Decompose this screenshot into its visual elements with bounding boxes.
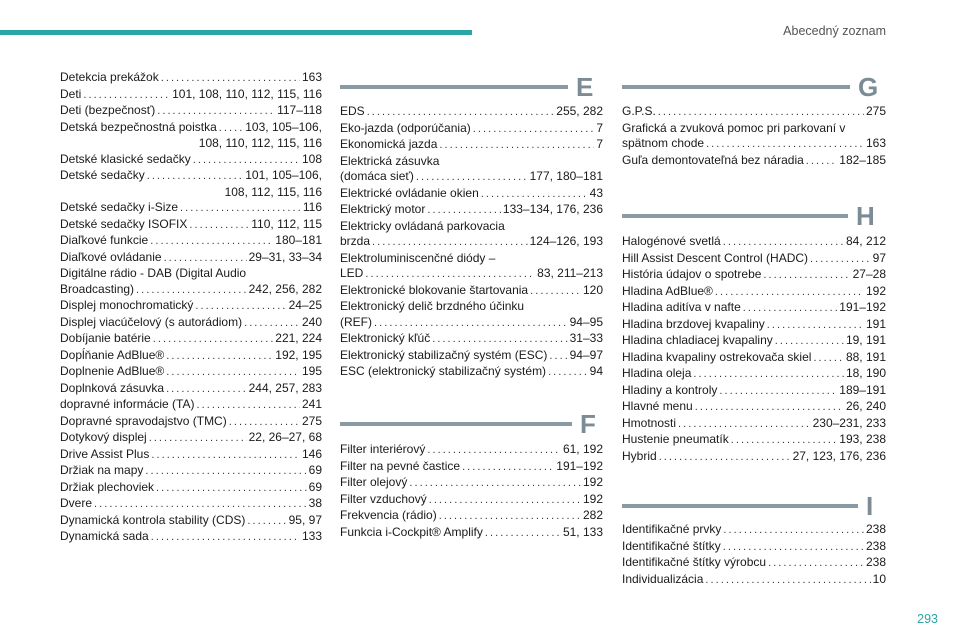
index-term: Filter interiérový xyxy=(340,442,426,456)
index-entry xyxy=(340,459,603,476)
index-page-refs: 101, 105–106, xyxy=(245,168,322,182)
index-term: Detské klasické sedačky xyxy=(60,151,191,166)
index-page-refs: 24–25 xyxy=(288,298,322,312)
index-page-refs: 116 xyxy=(302,200,322,214)
index-term: Detské sedačky xyxy=(60,168,145,182)
index-entry xyxy=(340,492,603,509)
index-entry xyxy=(340,475,603,492)
dot-leader xyxy=(432,331,567,348)
index-page-refs: 69 xyxy=(308,479,322,494)
index-entry xyxy=(340,331,603,348)
index-entry xyxy=(622,539,886,556)
index-page-refs-continued: 108, 112, 115, 116 xyxy=(224,184,322,199)
dot-leader xyxy=(481,186,588,203)
dot-leader xyxy=(409,475,581,492)
index-page-refs: 7 xyxy=(596,120,603,135)
index-page-refs: 192 xyxy=(582,475,603,489)
section-letter: F xyxy=(580,409,596,439)
index-page-refs: 101, 108, 110, 112, 115, 116 xyxy=(172,86,322,101)
index-entry xyxy=(622,350,886,367)
dot-leader xyxy=(166,348,273,365)
page-number: 293 xyxy=(917,612,938,626)
index-term: Detekcia prekážok xyxy=(60,70,159,84)
index-column-d xyxy=(60,70,322,546)
index-term: Dvere xyxy=(60,496,93,510)
dot-leader xyxy=(166,381,247,398)
dot-leader xyxy=(705,572,870,589)
dot-leader xyxy=(723,522,864,539)
index-page-refs: 282 xyxy=(582,508,603,522)
index-term: Diaľkové funkcie xyxy=(60,233,149,247)
index-term: Identifikačné prvky xyxy=(622,522,722,536)
index-page-refs: 83, 211–213 xyxy=(537,266,603,280)
index-page-refs: 240 xyxy=(301,314,322,329)
index-term: Drive Assist Plus xyxy=(60,446,150,461)
index-page-refs: 238 xyxy=(865,538,886,553)
index-page-refs: 84, 212 xyxy=(845,234,886,248)
index-page-refs: 191–192 xyxy=(556,458,603,473)
index-term: Hlavné menu xyxy=(622,399,693,413)
index-page-refs: 43 xyxy=(589,185,603,200)
index-term: História údajov o spotrebe xyxy=(622,267,762,281)
index-term: Funkcia i-Cockpit® Amplify xyxy=(340,524,483,539)
index-page-refs: 133–134, 176, 236 xyxy=(502,202,603,216)
index-entry xyxy=(340,348,603,365)
index-entry xyxy=(622,251,886,268)
index-entry xyxy=(340,283,603,300)
dot-leader xyxy=(193,152,300,169)
index-entry xyxy=(340,525,603,542)
index-entry-line: Elektrická zásuvka xyxy=(340,153,440,168)
dot-leader xyxy=(374,315,568,332)
index-entry xyxy=(60,120,322,137)
dot-leader xyxy=(247,513,286,530)
index-page-refs: 10 xyxy=(872,571,886,586)
index-term: dopravné informácie (TA) xyxy=(60,397,195,411)
index-page-refs: 124–126, 193 xyxy=(529,234,603,248)
dot-leader xyxy=(768,555,864,572)
index-page-refs: 97 xyxy=(872,250,886,265)
index-term: ESC (elektronický stabilizačný systém) xyxy=(340,364,547,378)
index-entry xyxy=(60,348,322,365)
index-term: Elektronický kľúč xyxy=(340,331,431,345)
index-entry xyxy=(60,331,322,348)
index-term: EDS xyxy=(340,104,365,118)
dot-leader xyxy=(151,447,300,464)
page-header-title: Abecedný zoznam xyxy=(783,24,886,38)
index-page-refs: 238 xyxy=(865,555,886,569)
index-entry xyxy=(340,364,603,381)
index-entry xyxy=(622,300,886,317)
index-page-refs: 18, 190 xyxy=(845,366,886,380)
index-entry xyxy=(60,447,322,464)
index-term: Detská bezpečnostná poistka xyxy=(60,119,217,134)
dot-leader xyxy=(806,153,837,170)
index-page-refs: 146 xyxy=(301,446,322,461)
index-term: Individualizácia xyxy=(622,571,704,586)
index-term: LED xyxy=(340,266,364,280)
index-page-refs: 69 xyxy=(308,463,322,477)
dot-leader xyxy=(715,284,864,301)
dot-leader xyxy=(416,169,528,186)
index-entry xyxy=(60,200,322,217)
index-page-refs: 117–118 xyxy=(277,103,322,117)
index-page-refs: 19, 191 xyxy=(845,333,886,347)
index-entry xyxy=(622,104,886,121)
index-term: Držiak plechoviek xyxy=(60,479,155,494)
section-header-g xyxy=(622,74,878,100)
index-term: Hill Assist Descent Control (HADC) xyxy=(622,250,809,265)
index-page-refs: 182–185 xyxy=(839,152,886,167)
index-term: Frekvencia (rádio) xyxy=(340,508,437,522)
dot-leader xyxy=(693,366,844,383)
index-page-refs: 133 xyxy=(301,529,322,543)
index-entry xyxy=(60,315,322,332)
index-entry xyxy=(60,70,322,87)
index-entry xyxy=(340,121,603,138)
dot-leader xyxy=(153,331,274,348)
section-header-i xyxy=(622,493,873,519)
index-page-refs: 195 xyxy=(301,364,322,378)
index-term: Elektrický motor xyxy=(340,202,426,216)
index-page-refs: 238 xyxy=(865,522,886,536)
index-term: Filter vzduchový xyxy=(340,491,427,506)
index-term: brzda xyxy=(340,234,371,248)
dot-leader xyxy=(83,87,170,104)
dot-leader xyxy=(151,529,300,546)
index-term: Hladina AdBlue® xyxy=(622,283,713,298)
index-page-refs: 120 xyxy=(582,282,603,297)
index-term: Ekonomická jazda xyxy=(340,137,438,151)
index-entry xyxy=(340,186,603,203)
index-term: Halogénové svetlá xyxy=(622,234,721,248)
index-entry xyxy=(60,430,322,447)
index-term: Displej monochromatický xyxy=(60,298,194,312)
index-entry xyxy=(622,333,886,350)
index-entry-line: Elektronický delič brzdného účinku xyxy=(340,299,525,313)
index-page-refs: 26, 240 xyxy=(845,399,886,413)
index-page-refs-continued: 108, 110, 112, 115, 116 xyxy=(198,136,322,150)
section-rule xyxy=(622,85,850,89)
dot-leader xyxy=(150,233,273,250)
index-entry xyxy=(622,416,886,433)
dot-leader xyxy=(723,234,844,251)
dot-leader xyxy=(439,508,581,525)
index-entry xyxy=(340,315,603,332)
index-entry xyxy=(60,414,322,431)
dot-leader xyxy=(229,414,300,431)
index-entry xyxy=(622,234,886,251)
dot-leader xyxy=(147,168,244,185)
index-term: Guľa demontovateľná bez náradia xyxy=(622,152,804,167)
index-page-refs: 255, 282 xyxy=(556,104,603,118)
index-entry xyxy=(60,233,322,250)
dot-leader xyxy=(219,120,243,137)
dot-leader xyxy=(365,266,535,283)
dot-leader xyxy=(195,298,286,315)
dot-leader xyxy=(548,364,588,381)
index-entry xyxy=(622,572,886,589)
index-page-refs: 27–28 xyxy=(852,267,886,281)
dot-leader xyxy=(180,200,301,217)
index-page-refs: 163 xyxy=(301,70,322,84)
index-entry xyxy=(60,103,322,120)
index-entry xyxy=(622,136,886,153)
index-term: Diaľkové ovládanie xyxy=(60,249,162,264)
index-term: Detské sedačky i-Size xyxy=(60,200,179,214)
index-entry xyxy=(340,266,603,283)
dot-leader xyxy=(156,480,307,497)
index-page-refs: 221, 224 xyxy=(275,331,322,345)
section-letter: G xyxy=(858,72,879,102)
dot-leader xyxy=(439,137,594,154)
index-page-refs: 22, 26–27, 68 xyxy=(248,430,322,444)
index-entry xyxy=(340,508,603,525)
index-entry xyxy=(622,449,886,466)
index-entry xyxy=(60,496,322,513)
dot-leader xyxy=(429,492,581,509)
dot-leader xyxy=(149,430,247,447)
index-term: Hmotnosti xyxy=(622,415,677,430)
section-header-h xyxy=(622,203,875,229)
dot-leader xyxy=(706,136,864,153)
index-entry-line: Elektricky ovládaná parkovacia xyxy=(340,218,505,233)
index-entry xyxy=(60,513,322,530)
index-entry xyxy=(60,168,322,185)
index-term: Identifikačné štítky xyxy=(622,538,721,553)
index-entry-line: Elektroluminiscenčné diódy – xyxy=(340,250,496,265)
dot-leader xyxy=(244,315,300,332)
dot-leader xyxy=(810,251,871,268)
index-term: (REF) xyxy=(340,314,372,329)
index-term: Dobíjanie batérie xyxy=(60,331,151,345)
index-page-refs: 103, 105–106, xyxy=(245,119,322,134)
dot-leader xyxy=(719,383,837,400)
index-term: Deti xyxy=(60,86,82,101)
dot-leader xyxy=(94,496,307,513)
index-term: Elektronický stabilizačný systém (ESC) xyxy=(340,347,548,362)
index-section-i xyxy=(622,522,886,588)
index-page-refs: 242, 256, 282 xyxy=(248,281,322,296)
dot-leader xyxy=(372,234,528,251)
dot-leader xyxy=(473,121,595,138)
index-entry xyxy=(340,169,603,186)
index-entry xyxy=(622,153,886,170)
index-entry xyxy=(622,555,886,572)
section-rule xyxy=(622,504,858,508)
index-page-refs: 275 xyxy=(865,104,886,118)
index-page-refs: 189–191 xyxy=(839,382,886,397)
section-header-f xyxy=(340,411,596,437)
index-entry xyxy=(60,529,322,546)
section-rule xyxy=(622,214,848,218)
index-term: Deti (bezpečnosť) xyxy=(60,103,156,117)
index-entry xyxy=(60,250,322,267)
index-entry xyxy=(622,267,886,284)
dot-leader xyxy=(136,282,247,299)
dot-leader xyxy=(485,525,561,542)
dot-leader xyxy=(813,350,844,367)
dot-leader xyxy=(164,250,247,267)
index-term: Broadcasting) xyxy=(60,281,135,296)
index-section-h xyxy=(622,234,886,465)
header-accent-bar xyxy=(0,30,472,35)
section-letter: I xyxy=(866,491,874,521)
index-page-refs: 241 xyxy=(301,397,322,411)
index-term: Hladina chladiacej kvapaliny xyxy=(622,333,773,347)
index-term: Elektrické ovládanie okien xyxy=(340,185,479,200)
section-letter: H xyxy=(856,201,875,231)
index-term: Displej viacúčelový (s autorádiom) xyxy=(60,314,243,329)
index-entry xyxy=(60,217,322,234)
dot-leader xyxy=(723,539,864,556)
dot-leader xyxy=(775,333,844,350)
index-page-refs: 193, 238 xyxy=(839,432,886,446)
index-page-refs: 191 xyxy=(865,316,886,331)
dot-leader xyxy=(427,442,561,459)
section-header-e xyxy=(340,74,593,100)
index-term: Dopravné spravodajstvo (TMC) xyxy=(60,413,227,428)
index-entry xyxy=(622,366,886,383)
dot-leader xyxy=(367,104,555,121)
dot-leader xyxy=(189,217,249,234)
dot-leader xyxy=(549,348,567,365)
index-term: Doplnenie AdBlue® xyxy=(60,364,165,378)
dot-leader xyxy=(743,300,838,317)
index-entry xyxy=(622,383,886,400)
index-entry xyxy=(60,152,322,169)
index-term: Filter na pevné častice xyxy=(340,458,461,473)
index-page-refs: 94 xyxy=(589,364,603,378)
index-term: Eko-jazda (odporúčania) xyxy=(340,120,471,135)
index-term: Filter olejový xyxy=(340,475,408,489)
index-entry xyxy=(622,317,886,334)
dot-leader xyxy=(161,70,300,87)
dot-leader xyxy=(659,449,791,466)
index-page-refs: 180–181 xyxy=(275,233,322,247)
index-entry xyxy=(340,234,603,251)
index-page-refs: 7 xyxy=(596,137,603,151)
index-page-refs: 27, 123, 176, 236 xyxy=(792,448,886,463)
index-page-refs: 94–97 xyxy=(569,347,603,362)
index-entry xyxy=(60,463,322,480)
index-term: (domáca sieť) xyxy=(340,169,414,183)
dot-leader xyxy=(731,432,838,449)
index-page-refs: 177, 180–181 xyxy=(529,169,603,183)
index-page-refs: 230–231, 233 xyxy=(812,415,886,430)
index-page-refs: 192, 195 xyxy=(275,347,322,362)
index-page-refs: 275 xyxy=(301,413,322,428)
index-section-e xyxy=(340,104,603,381)
index-term: Hladina kvapaliny ostrekovača skiel xyxy=(622,349,812,364)
index-term: Hladiny a kontroly xyxy=(622,382,718,397)
dot-leader xyxy=(197,397,300,414)
index-term: Dotykový displej xyxy=(60,430,147,444)
index-entry xyxy=(60,381,322,398)
dot-leader xyxy=(462,459,554,476)
index-term: Držiak na mapy xyxy=(60,463,144,477)
dot-leader xyxy=(157,103,275,120)
index-term: Identifikačné štítky výrobcu xyxy=(622,555,767,569)
index-page-refs: 94–95 xyxy=(569,314,603,329)
index-page-refs: 191–192 xyxy=(839,300,886,314)
index-section-g xyxy=(622,104,886,169)
index-term: Hustenie pneumatík xyxy=(622,432,729,446)
index-entry-line: Digitálne rádio - DAB (Digital Audio xyxy=(60,266,247,280)
index-page-refs: 29–31, 33–34 xyxy=(248,249,322,264)
index-page-refs: 244, 257, 283 xyxy=(248,380,322,395)
dot-leader xyxy=(658,104,864,121)
section-rule xyxy=(340,422,572,426)
index-page-refs: 163 xyxy=(865,136,886,150)
index-entry xyxy=(60,480,322,497)
index-entry xyxy=(60,298,322,315)
index-entry xyxy=(60,364,322,381)
index-entry xyxy=(622,399,886,416)
index-page-refs: 61, 192 xyxy=(562,442,603,456)
section-rule xyxy=(340,85,568,89)
index-page-refs: 192 xyxy=(865,283,886,298)
index-page-refs: 110, 112, 115 xyxy=(251,216,322,231)
index-term: Elektronické blokovanie štartovania xyxy=(340,282,529,297)
index-term: Hladina aditíva v nafte xyxy=(622,300,741,314)
index-entry xyxy=(340,442,603,459)
dot-leader xyxy=(427,202,501,219)
index-term: Dynamická sada xyxy=(60,529,149,543)
index-term: Hladina brzdovej kvapaliny xyxy=(622,316,765,331)
index-entry-line: Grafická a zvuková pomoc pri parkovaní v xyxy=(622,120,846,135)
section-letter: E xyxy=(576,72,594,102)
index-page-refs: 95, 97 xyxy=(288,512,322,527)
index-entry xyxy=(340,104,603,121)
index-section-f xyxy=(340,442,603,541)
dot-leader xyxy=(166,364,300,381)
dot-leader xyxy=(763,267,850,284)
index-term: Detské sedačky ISOFIX xyxy=(60,216,188,231)
index-page-refs: 31–33 xyxy=(569,331,603,345)
index-term: Dopĺňanie AdBlue® xyxy=(60,347,165,362)
index-entry xyxy=(622,284,886,301)
index-term: Hladina oleja xyxy=(622,366,692,380)
index-page-refs: 51, 133 xyxy=(562,524,603,539)
index-page-refs: 88, 191 xyxy=(845,349,886,364)
index-page-refs: 108 xyxy=(301,151,322,166)
index-page-refs: 38 xyxy=(308,496,322,510)
index-page-refs: 192 xyxy=(582,491,603,506)
index-entry xyxy=(340,137,603,154)
index-entry xyxy=(622,432,886,449)
index-entry xyxy=(60,87,322,104)
dot-leader xyxy=(145,463,306,480)
index-entry xyxy=(622,522,886,539)
index-entry xyxy=(60,282,322,299)
index-term: G.P.S. xyxy=(622,104,656,118)
index-term: Hybrid xyxy=(622,448,657,463)
index-term: spätnom chode xyxy=(622,136,705,150)
index-term: Dynamická kontrola stability (CDS) xyxy=(60,512,246,527)
dot-leader xyxy=(678,416,811,433)
dot-leader xyxy=(767,317,864,334)
index-entry xyxy=(60,397,322,414)
index-term: Doplnková zásuvka xyxy=(60,380,165,395)
dot-leader xyxy=(695,399,844,416)
dot-leader xyxy=(530,283,581,300)
index-entry xyxy=(340,202,603,219)
